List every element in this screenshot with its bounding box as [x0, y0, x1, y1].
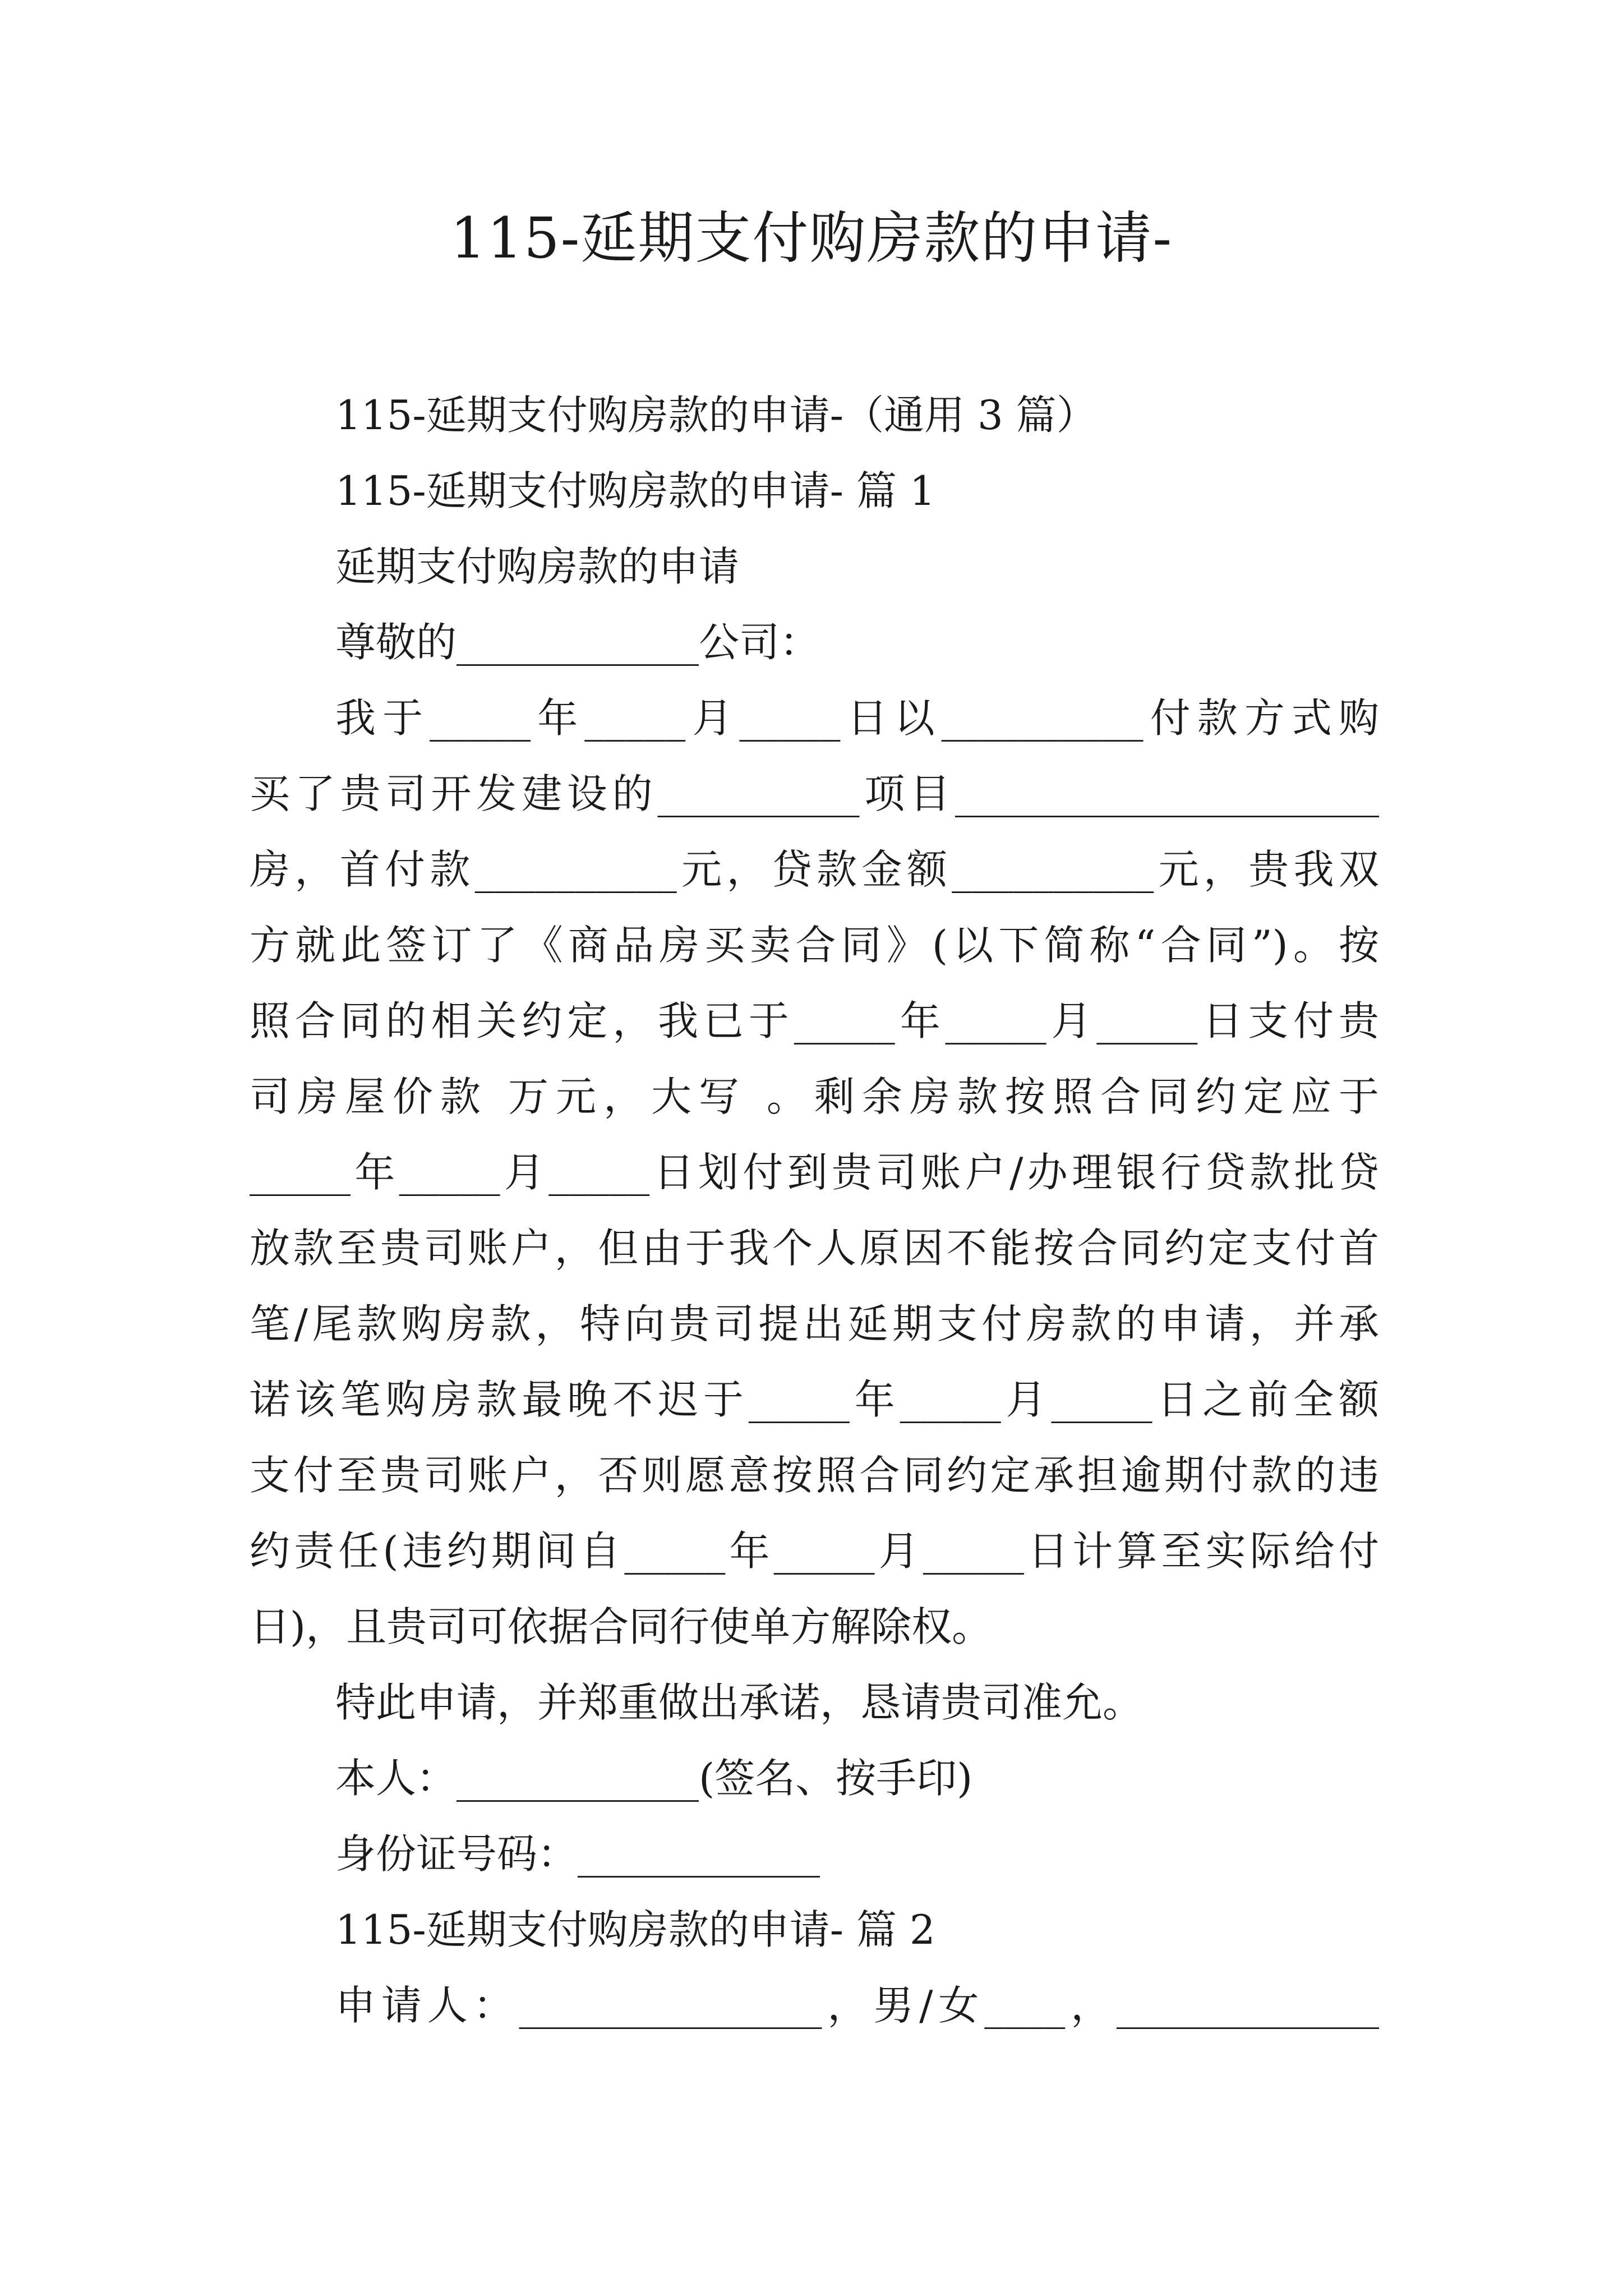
section-heading-2: 115-延期支付购房款的申请- 篇 2 [335, 1906, 935, 1953]
paragraph-line: 照合同的相关约定，我已于_____年_____月_____日支付贵 [250, 997, 1379, 1045]
paragraph-line: 我于_____年_____月_____日以__________付款方式购 [335, 694, 1379, 742]
id-number-line: 身份证号码：____________ [335, 1830, 820, 1878]
paragraph-line: _____年_____月_____日划付到贵司账户/办理银行贷款批贷 [250, 1149, 1379, 1196]
paragraph-line: 方就此签订了《商品房买卖合同》(以下简称“合同”)。按 [250, 922, 1379, 969]
paragraph-line: 买了贵司开发建设的__________项目_____________________ [250, 770, 1379, 817]
paragraph-line: 放款至贵司账户，但由于我个人原因不能按合同约定支付首 [250, 1225, 1379, 1272]
paragraph-line: 日)，且贵司可依据合同行使单方解除权。 [250, 1603, 993, 1650]
paragraph-line: 笔/尾款购房款，特向贵司提出延期支付房款的申请，并承 [250, 1300, 1379, 1347]
closing-request: 特此申请，并郑重做出承诺，恳请贵司准允。 [335, 1679, 1144, 1726]
paragraph-line: 约责任(违约期间自_____年_____月_____日计算至实际给付 [250, 1527, 1379, 1575]
paragraph-line: 诺该笔购房款最晚不迟于_____年_____月_____日之前全额 [250, 1376, 1379, 1423]
paragraph-line: 司房屋价款 万元，大写 。剩余房款按照合同约定应于 [250, 1073, 1379, 1120]
salutation: 尊敬的____________公司： [335, 619, 820, 666]
paragraph-line: 房，首付款__________元，贷款金额__________元，贵我双 [250, 846, 1379, 893]
signature-line: 本人：____________(签名、按手印) [335, 1755, 973, 1802]
subtitle-general: 115-延期支付购房款的申请-（通用 3 篇） [335, 392, 1097, 439]
document-title: 115-延期支付购房款的申请- [450, 205, 1173, 271]
section-heading-1: 115-延期支付购房款的申请- 篇 1 [335, 467, 935, 514]
applicant-line: 申请人：_______________，男/女____，_____________ [335, 1982, 1379, 2029]
paragraph-line: 支付至贵司账户，否则愿意按照合同约定承担逾期付款的违 [250, 1452, 1379, 1499]
letter-title: 延期支付购房款的申请 [335, 543, 740, 590]
